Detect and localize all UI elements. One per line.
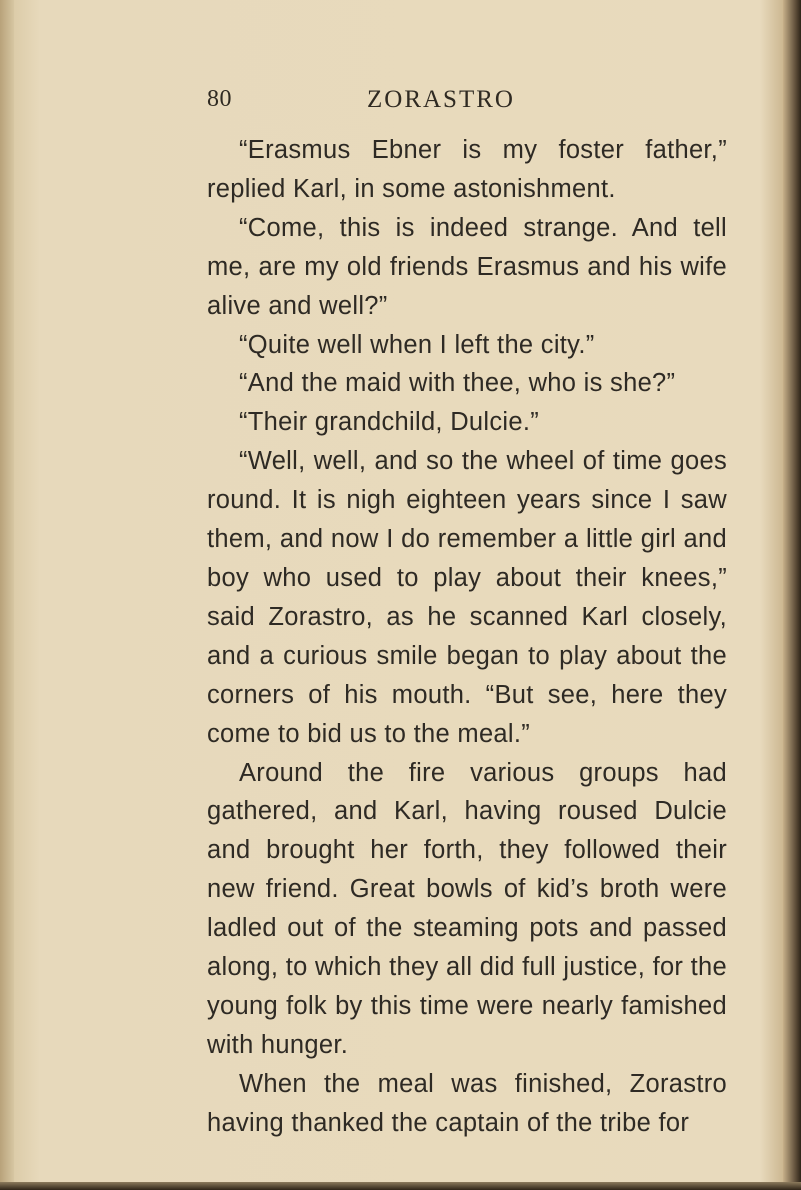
paragraph: “Quite well when I left the city.” [239, 330, 595, 359]
running-header [207, 86, 752, 120]
page-gutter [0, 0, 14, 1190]
paragraph: “Well, well, and so the wheel of time goes round. It is nigh eighteen years since I saw them, and now I do remember a little girl and boy who used to play about their knees,” said Zorastro, as he scanned Karl closely, and a curious smile began to play about the corners of his mouth. “But see, here they come to bid us to the meal.” [207, 447, 727, 748]
page-number: 80 [207, 86, 232, 112]
body-text [207, 131, 727, 1143]
paragraph: “Come, this is indeed strange. And tell me, are my old friends Erasmus and his wife alive and well?” [207, 213, 727, 320]
paragraph: When the meal was finished, Zorastro having thanked the captain of the tribe for [207, 1069, 727, 1137]
page-edge [783, 0, 801, 1190]
page-bottom-edge [0, 1182, 801, 1190]
paragraph: “And the maid with thee, who is she?” [239, 369, 676, 398]
paragraph: Around the fire various groups had gathered, and Karl, having roused Dulcie and brought her forth, they followed their new friend. Great bowls of kid’s broth were ladled out of the steaming pots and passed along, to which they all did full justice, for the young folk by this time were nearly famished with hunger. [207, 758, 727, 1059]
paragraph: “Erasmus Ebner is my foster father,” replied Karl, in some astonishment. [207, 136, 727, 203]
running-title: ZORASTRO [367, 86, 515, 113]
paragraph: “Their grandchild, Dulcie.” [239, 408, 540, 437]
